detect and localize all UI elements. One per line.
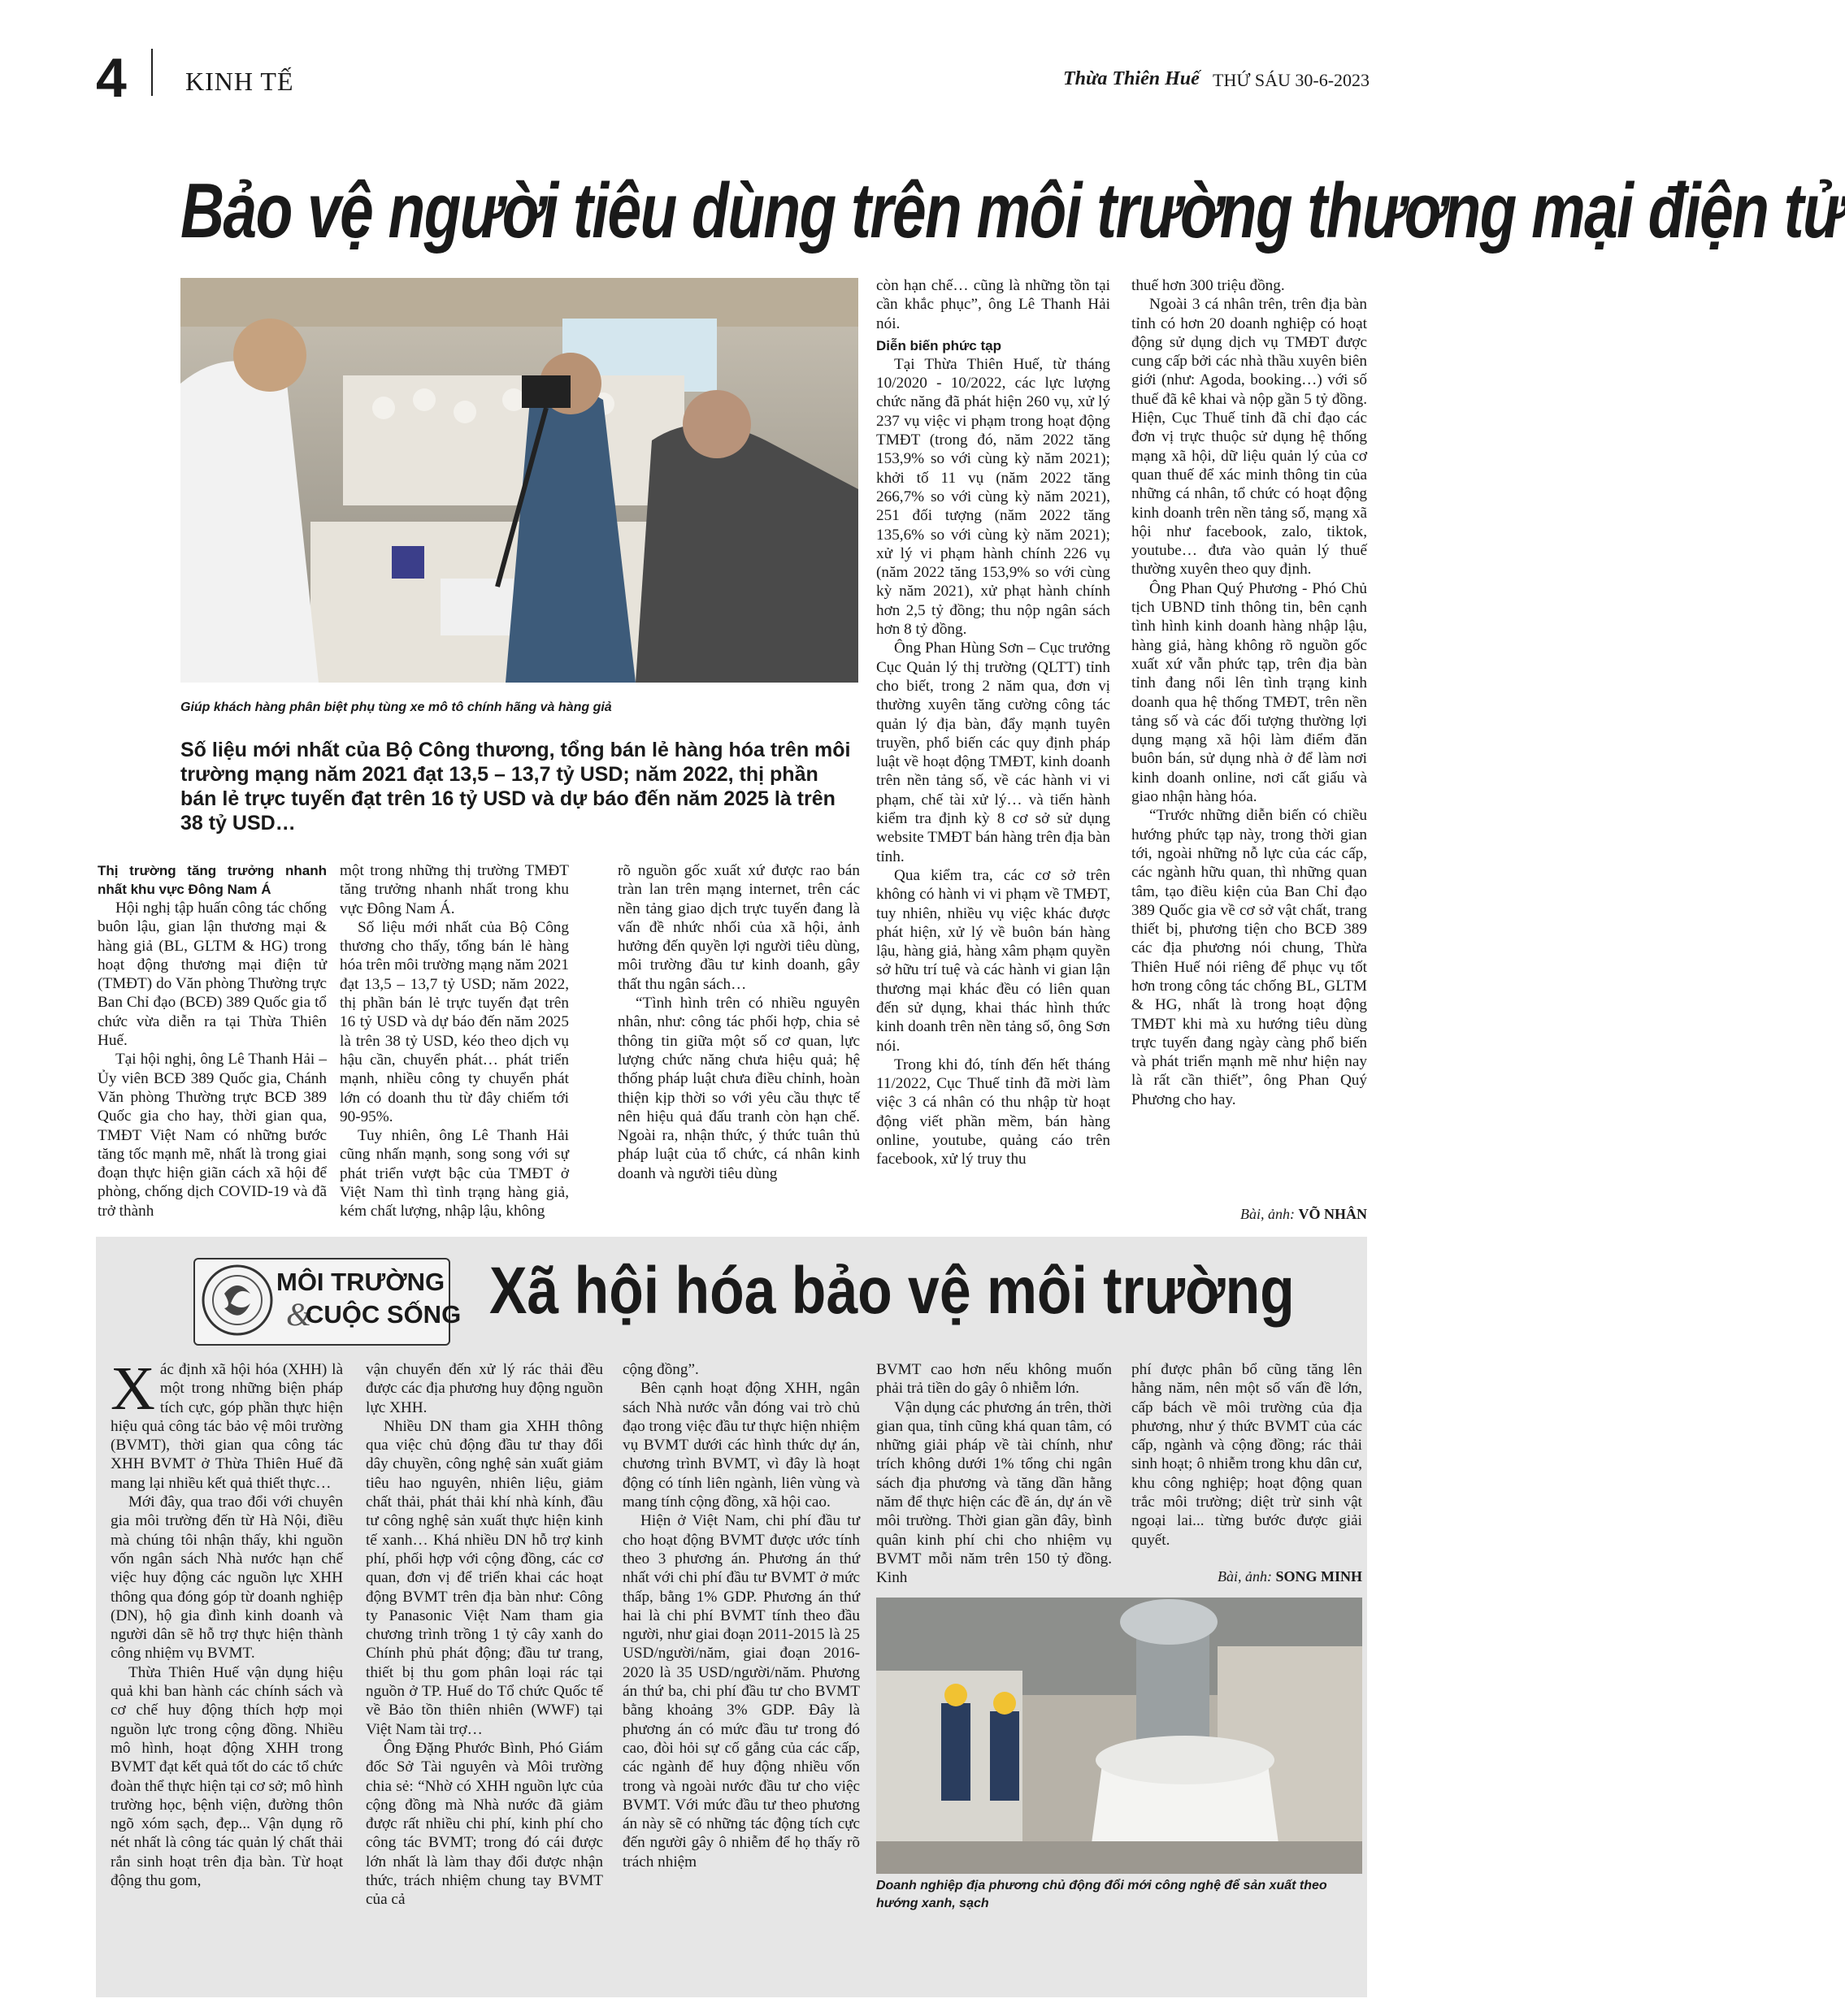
logo-text-line2: CUỘC SỐNG [306, 1300, 462, 1329]
paragraph: Hội nghị tập huấn công tác chống buôn lậu, gian lận thương mại & hàng giả (BL, GLTM & HG) trong hoạt động thương mại điện tử (TMĐT) do Văn phòng Thường trực Ban Chỉ đạo (BCĐ) 389 Quốc gia tổ chức vừa diễn ra tại Thừa Thiên Huế. [98, 900, 327, 1050]
logo-text-line1: MÔI TRƯỜNG [276, 1268, 445, 1296]
paragraph: Ngoài 3 cá nhân trên, trên địa bàn tỉnh có hơn 20 doanh nghiệp có hoạt động sử dụng dịch vụ TMĐT được cung cấp bởi các nhà thầu xuyên biên giới (như: Agoda, booking…) với số thuế đã kê khai và nộp gần 5 tỷ đồng. Hiện, Cục Thuế tỉnh đã chỉ đạo các đơn vị trực thuộc sử dụng hệ thống mạng xã hội, dữ liệu quản lý của cơ quan thuế để xác minh thông tin của những cá nhân, tổ chức có hoạt động kinh doanh trên nền tảng số, mạng xã hội như facebook, zalo, tiktok, youtube… đưa vào quản lý thuế thường xuyên theo quy định. [1131, 296, 1367, 579]
article-headline: Bảo vệ người tiêu dùng trên môi trường thương mại điện tử [180, 167, 1845, 254]
paragraph-text: ác định xã hội hóa (XHH) là một trong những biện pháp tích cực, góp phần thực hiện hiệu quả công tác bảo vệ môi trường (BVMT), thời gian qua công tác XHH BVMT ở Thừa Thiên Huế đã mang lại nhiều kết quả thiết thực… [111, 1361, 343, 1492]
paragraph: Ông Đặng Phước Bình, Phó Giám đốc Sở Tài nguyên và Môi trường chia sẻ: “Nhờ có XHH nguồn lực của cộng đồng mà Nhà nước đã giảm được rất nhiều chi phí, kinh phí cho công tác BVMT; trong đó cái được lớn nhất là làm thay đổi được nhận thức, trách nhiệm chung tay BVMT của cả [366, 1739, 603, 1909]
paragraph: Tại Thừa Thiên Huế, từ tháng 10/2020 - 10/2022, các lực lượng chức năng đã phát hiện 260 vụ, xử lý 237 vụ việc vi phạm trong hoạt động TMĐT (trong đó, năm 2022 tăng 153,9% so với cùng kỳ năm 2021); khởi tố 11 vụ (năm 2022 tăng 266,7% so với cùng kỳ năm 2021), 251 đối tượng (năm 2022 tăng 135,6% so với cùng kỳ năm 2021); xử lý vi phạm hành chính 226 vụ (năm 2022 tăng 153,9% so với cùng kỳ năm 2021), xử phạt hành chính hơn 2,5 tỷ đồng; thu nộp ngân sách hơn 8 tỷ đồng. [876, 355, 1110, 639]
paragraph: cộng đồng”. [623, 1361, 699, 1378]
paragraph-first [111, 1355, 343, 1493]
paragraph: “Trước những diễn biến có chiều hướng phức tạp này, trong thời gian tới, ngoài những nỗ lực của các cấp, các ngành hữu quan, thì những quan tâm, tạo điều kiện của Ban Chỉ đạo 389 Quốc gia về cơ sở vật chất, trang thiết bị, phương tiện cho BCĐ 389 các địa phương nói chung, Thừa Thiên Huế nói riêng để phục vụ tốt hơn trong công tác chống BL, GLTM & HG, nhất là trong hoạt động TMĐT khi mà xu hướng tiêu dùng trực tuyến đang ngày càng phổ biến và phát triển mạnh mẽ như hiện nay là rất cần thiết”, ông Phan Quý Phương cho hay. [1131, 807, 1367, 1108]
article2-column-5 [1131, 1360, 1362, 1550]
ministry-emblem-icon [200, 1261, 275, 1339]
page-number: 4 [96, 47, 127, 109]
paragraph: Thừa Thiên Huế vận dụng hiệu quả khi ban hành các chính sách và cơ chế huy động thích hợp mọi nguồn lực trong cộng đồng. Nhiều mô hình, hoạt động XHH trong BVMT đạt kết quả tốt do các tổ chức đoàn thể thực hiện tại cơ sở; mô hình trường học, bệnh viện, đường thôn ngõ xóm sạch, đẹp... Vận dụng rõ nét nhất là công tác quản lý chất thải rắn sinh hoạt trên địa bàn. Từ hoạt động thu gom, [111, 1663, 343, 1890]
paragraph: Ông Phan Hùng Sơn – Cục trưởng Cục Quản lý thị trường (QLTT) tỉnh cho biết, trong 2 năm qua, đơn vị thường xuyên tăng cường công tác quản lý địa bàn, đẩy mạnh tuyên truyền, phổ biến các quy định pháp luật về hoạt động TMĐT, kinh doanh trên nền tảng số, về các hành vi vi phạm, chế tài xử lý… và tiến hành kiểm tra định kỳ 8 cơ sở sử dụng website TMĐT bán hàng trên địa bàn tỉnh. [876, 639, 1110, 865]
article2-byline [1131, 1568, 1362, 1585]
article2-photo-caption: Doanh nghiệp địa phương chủ động đổi mới công nghệ để sản xuất theo hướng xanh, sạch [876, 1879, 1327, 1910]
article1-column-1 [98, 861, 327, 1220]
paragraph: Qua kiểm tra, các cơ sở trên không có hành vi vi phạm về TMĐT, tuy nhiên, nhiều vụ việc khác được phát hiện, xử lý về buôn bán hàng lậu, hàng giả, hàng xâm phạm quyền sở hữu trí tuệ và các hành vi gian lận thương mại khác đều có liên quan đến sử dụng, khai thác hình thức kinh doanh trên nền tảng số, ông Sơn nói. [876, 866, 1110, 1055]
dropcap: X [111, 1355, 155, 1423]
section-label: KINH TẾ [185, 67, 294, 96]
header-divider [151, 49, 153, 96]
paragraph: Ông Phan Quý Phương - Phó Chủ tịch UBND tỉnh thông tin, bên cạnh tình hình kinh doanh hàng nhập lậu, hàng giả, hàng không rõ nguồn gốc xuất xứ vẫn phức tạp, trên địa bàn tỉnh đang nổi lên tình trạng kinh doanh qua hệ thống TMĐT, trên nền tảng số và các đối tượng thường lợi dụng mạng xã hội làm điểm đăn buôn bán, sử dụng nhà ở để làm nơi kinh doanh online, nơi cất giấu và giao nhận hàng hóa. [1131, 579, 1367, 806]
paragraph: thuế hơn 300 triệu đồng. [1131, 277, 1285, 294]
paragraph: Vận dụng các phương án trên, thời gian qua, tỉnh cũng khá quan tâm, có những giải pháp về tài chính, như trích không dưới 1% tổng chi ngân sách địa phương và tăng dần hằng năm để thực hiện các đề án, dự án về môi trường. Thời gian gần đây, bình quân kinh phí chi cho nhiệm vụ BVMT mỗi năm trên 150 tỷ đồng. Kinh [876, 1398, 1112, 1587]
byline-prefix: Bài, ảnh: [1217, 1568, 1272, 1585]
paragraph: Tuy nhiên, ông Lê Thanh Hải cũng nhấn mạnh, song song với sự phát triển vượt bậc của TMĐT ở Việt Nam thì tình trạng hàng giả, kém chất lượng, nhập lậu, không [340, 1127, 569, 1220]
paragraph: Số liệu mới nhất của Bộ Công thương cho thấy, tổng bán lẻ hàng hóa trên môi trường mạng năm 2021 đạt 13,5 – 13,7 tỷ USD; năm 2022, thị phần bán lẻ trực tuyến đạt trên 16 tỷ USD và dự báo đến năm 2025 là trên 38 tỷ USD, kéo theo dịch vụ hậu cần, chuyển phát… phát triển mạnh, nhiều công ty chuyển phát lớn có doanh thu từ đây chiếm tới 90-95%. [340, 918, 569, 1125]
paragraph: phí được phân bổ cũng tăng lên hằng năm, nên một số vấn đề lớn, cấp bách về môi trường của địa phương, như ý thức BVMT của các cấp, ngành và cộng đồng; rác thải sinh hoạt; ô nhiễm trong khu dân cư, khu công nghiệp; hoạt động quan trắc môi trường; diệt trừ sinh vật ngoại lai... từng bước được giải quyết. [1131, 1361, 1362, 1549]
article2-photo [876, 1598, 1362, 1874]
article-photo-caption: Giúp khách hàng phân biệt phụ tùng xe mô tô chính hãng và hàng giả [180, 700, 612, 714]
byline-author: VÕ NHÂN [1298, 1206, 1367, 1222]
article2-headline: Xã hội hóa bảo vệ môi trường [489, 1254, 1295, 1328]
article2-column-4 [876, 1360, 1112, 1588]
article1-column-5 [1131, 276, 1367, 1109]
article-lead: Số liệu mới nhất của Bộ Công thương, tổng bán lẻ hàng hóa trên môi trường mạng năm 2021 đạt 13,5 – 13,7 tỷ USD; năm 2022, thị phần bán lẻ trực tuyến đạt trên 16 tỷ USD và dự báo đến năm 2025 là trên 38 tỷ USD… [180, 739, 851, 835]
article1-byline [1131, 1206, 1367, 1223]
byline-prefix: Bài, ảnh: [1240, 1206, 1295, 1222]
factory-photo-illustration [876, 1598, 1362, 1874]
paragraph: rõ nguồn gốc xuất xứ được rao bán tràn lan trên mạng internet, trên các nền tảng giao dịch trực tuyến đang là vấn đề nhức nhối của xã hội, ảnh hưởng đến quyền lợi người tiêu dùng, môi trường đầu tư kinh doanh, gây thất thu ngân sách… [618, 862, 860, 993]
article2-column-1 [111, 1355, 343, 1890]
paragraph: Mới đây, qua trao đổi với chuyên gia môi trường đến từ Hà Nội, điều mà chúng tôi nhận thấy, khi nguồn vốn ngân sách Nhà nước hạn chế việc huy động các nguồn lực XHH thông qua đóng góp từ doanh nghiệp (DN), hộ gia đình kinh doanh và người dân sẽ hỗ trợ thực hiện thành công nhiệm vụ BVMT. [111, 1494, 343, 1663]
paragraph: Hiện ở Việt Nam, chi phí đầu tư cho hoạt động BVMT được ước tính theo 3 phương án. Phương án thứ nhất với chi phí đầu tư BVMT ở mức thấp, bằng 1% GDP. Phương án thứ hai là chi phí BVMT tính theo đầu người, như giai đoạn 2011-2015 là 25 USD/người/năm, giai đoạn 2016-2020 là 35 USD/người/năm. Phương án thứ ba, chi phí đầu tư cho BVMT bằng khoảng 3% GDP. Đây là phương án có mức đầu tư trong đó cao, đòi hỏi sự cố gắng của các cấp, các ngành để huy động nhiều vốn trong và ngoài nước đầu tư cho việc BVMT. Với mức đầu tư theo phương án này sẽ có những tác động tích cực đến người gây ô nhiễm để họ thấy rõ trách nhiệm [623, 1512, 860, 1871]
paragraph: còn hạn chế… cũng là những tồn tại cần khắc phục”, ông Lê Thanh Hải nói. [876, 277, 1110, 332]
paragraph: BVMT cao hơn nếu không muốn phải trả tiền do gây ô nhiễm lớn. [876, 1361, 1112, 1398]
subheading: Thị trường tăng trưởng nhanh nhất khu vực Đông Nam Á [98, 863, 327, 897]
paragraph: vận chuyển đến xử lý rác thải đều được các địa phương huy động nguồn lực XHH. [366, 1361, 603, 1416]
article2-column-2 [366, 1360, 603, 1910]
paragraph: Nhiều DN tham gia XHH thông qua việc chủ động đầu tư thay đổi dây chuyền, công nghệ sản xuất giảm tiêu hao nguyên, nhiên liệu, giảm chất thải, phát thải khí nhà kính, đầu tư công nghệ sản xuất thực hiện kinh tế xanh… Khá nhiều DN hỗ trợ kinh phí, phối hợp với cộng đồng, các cơ quan, đơn vị để triển khai các hoạt động BVMT trên địa bàn như: Công ty Panasonic Việt Nam tham gia chương trình trồng 1 tỷ cây xanh do Chính phủ phát động; đầu tư trang, thiết bị thu gom phân loại rác tại nguồn ở TP. Huế do Tổ chức Quốc tế về Bảo tồn thiên nhiên (WWF) tại Việt Nam tài trợ… [366, 1417, 603, 1738]
article1-column-3 [618, 861, 860, 1183]
paragraph: Trong khi đó, tính đến hết tháng 11/2022, Cục Thuế tỉnh đã mời làm việc 3 cá nhân có thu nhập từ hoạt động viết phần mềm, bán hàng online, youtube, quảng cáo trên facebook, xử lý truy thu [876, 1056, 1110, 1168]
paragraph: Tại hội nghị, ông Lê Thanh Hải – Ủy viên BCĐ 389 Quốc gia, Chánh Văn phòng Thường trực BCĐ 389 Quốc gia cho hay, thời gian qua, TMĐT Việt Nam có những bước tăng tốc mạnh mẽ, nhất là trong giai đoạn thực hiện giãn cách xã hội để phòng, chống dịch COVID-19 và đã trở thành [98, 1051, 327, 1220]
paragraph: Bên cạnh hoạt động XHH, ngân sách Nhà nước vẫn đóng vai trò chủ đạo trong việc đầu tư thực hiện nhiệm vụ BVMT dưới các hình thức dự án, chương trình BVMT, vì đây là hoạt động có tính liên ngành, liên vùng và mang tính cộng đồng, xã hội cao. [623, 1380, 861, 1511]
subheading: Diễn biến phức tạp [876, 337, 1001, 353]
byline-author: SONG MINH [1275, 1568, 1362, 1585]
article-photo [180, 278, 858, 683]
article1-column-4 [876, 276, 1110, 1169]
logo-ampersand: & [286, 1296, 312, 1333]
article2-column-3 [623, 1360, 860, 1871]
paragraph: “Tình hình trên có nhiều nguyên nhân, như: công tác phối hợp, chia sẻ thông tin giữa một số cơ quan, lực lượng chức năng chưa hiệu quả; hệ thống pháp luật chưa điều chỉnh, hoàn thiện kịp thời so với yêu cầu thực tế nên hiệu quả đấu tranh còn hạn chế. Ngoài ra, nhận thức, ý thức tuân thủ pháp luật của tổ chức, cá nhân kinh doanh và người tiêu dùng [618, 995, 860, 1182]
issue-date: THỨ SÁU 30-6-2023 [1213, 70, 1370, 90]
conference-photo-illustration [180, 278, 858, 683]
newspaper-name: Thừa Thiên Huế [1063, 68, 1200, 89]
paragraph: một trong những thị trường TMĐT tăng trưởng nhanh nhất trong khu vực Đông Nam Á. [340, 862, 569, 917]
article1-column-2 [340, 861, 569, 1221]
